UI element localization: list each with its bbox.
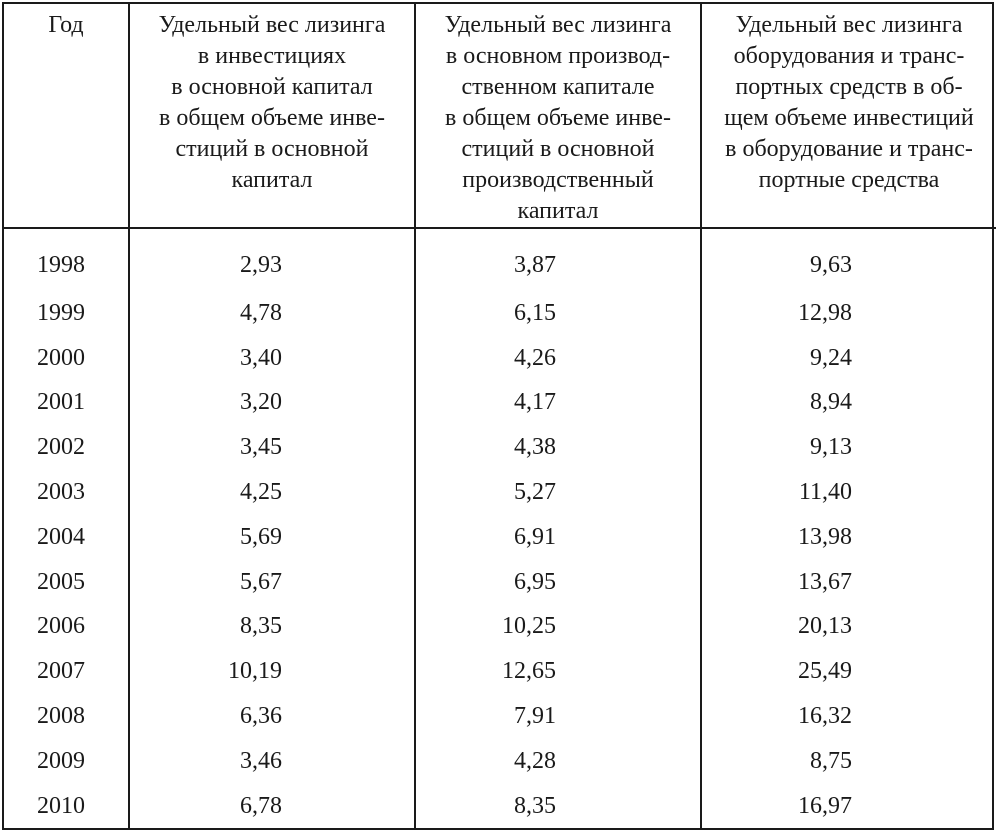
table-row [4,738,996,783]
cell-production-capital-share: 4,26 [415,335,701,380]
table-row [4,783,996,828]
cell-production-capital-share: 4,28 [415,738,701,783]
cell-fixed-capital-share: 4,78 [129,290,415,335]
cell-production-capital-share: 4,38 [415,425,701,470]
cell-production-capital-share: 7,91 [415,694,701,739]
table-row [4,425,996,470]
cell-year: 1999 [37,299,85,326]
table-body [4,228,996,828]
cell-production-capital-share: 8,35 [415,783,701,828]
cell-equipment-transport-share: 13,67 [701,559,996,604]
cell-fixed-capital-share: 10,19 [129,649,415,694]
data-table [4,4,996,828]
cell-fixed-capital-share: 2,93 [129,228,415,290]
table-row [4,514,996,559]
cell-production-capital-share: 12,65 [415,649,701,694]
cell-fixed-capital-share: 5,67 [129,559,415,604]
cell-fixed-capital-share: 3,45 [129,425,415,470]
cell-fixed-capital-share: 3,40 [129,335,415,380]
header-equipment-transport-share: Удельный вес лизинга оборудования и транс- портных средств в об- щем объеме инвестиций в оборудование и транс- портные средства [701,4,996,228]
cell-year: 2010 [37,792,85,819]
cell-year: 2007 [37,658,85,685]
cell-equipment-transport-share: 9,63 [701,228,996,290]
cell-year: 2005 [37,568,85,595]
cell-year: 2008 [37,702,85,729]
cell-year: 2004 [37,523,85,550]
header-production-capital-share: Удельный вес лизинга в основном производ- ственном капитале в общем объеме инве- стиций в основной производственный капитал [415,4,701,228]
cell-fixed-capital-share: 8,35 [129,604,415,649]
table-row [4,604,996,649]
cell-year: 1998 [37,251,85,278]
cell-equipment-transport-share: 12,98 [701,290,996,335]
cell-equipment-transport-share: 8,75 [701,738,996,783]
cell-equipment-transport-share: 25,49 [701,649,996,694]
table-row [4,649,996,694]
table-row [4,470,996,515]
cell-production-capital-share: 4,17 [415,380,701,425]
cell-equipment-transport-share: 9,24 [701,335,996,380]
cell-production-capital-share: 6,95 [415,559,701,604]
cell-fixed-capital-share: 3,46 [129,738,415,783]
cell-fixed-capital-share: 5,69 [129,514,415,559]
header-fixed-capital-share: Удельный вес лизинга в инвестициях в основной капитал в общем объеме инве- стиций в основной капитал [129,4,415,228]
table-row [4,559,996,604]
cell-year: 2002 [37,434,85,461]
cell-year: 2009 [37,747,85,774]
table-row [4,694,996,739]
table-row [4,228,996,290]
cell-production-capital-share: 10,25 [415,604,701,649]
cell-equipment-transport-share: 16,97 [701,783,996,828]
table-row [4,380,996,425]
leasing-share-table [2,2,994,830]
cell-year: 2000 [37,344,85,371]
cell-production-capital-share: 5,27 [415,470,701,515]
cell-production-capital-share: 6,91 [415,514,701,559]
cell-equipment-transport-share: 20,13 [701,604,996,649]
cell-production-capital-share: 6,15 [415,290,701,335]
header-year: Год [4,4,129,228]
cell-equipment-transport-share: 11,40 [701,470,996,515]
cell-fixed-capital-share: 4,25 [129,470,415,515]
cell-year: 2003 [37,478,85,505]
cell-equipment-transport-share: 8,94 [701,380,996,425]
cell-equipment-transport-share: 16,32 [701,694,996,739]
cell-fixed-capital-share: 3,20 [129,380,415,425]
table-row [4,290,996,335]
cell-equipment-transport-share: 9,13 [701,425,996,470]
cell-production-capital-share: 3,87 [415,228,701,290]
cell-fixed-capital-share: 6,36 [129,694,415,739]
cell-fixed-capital-share: 6,78 [129,783,415,828]
header-row [4,4,996,228]
table-header [4,4,996,228]
cell-year: 2001 [37,389,85,416]
cell-equipment-transport-share: 13,98 [701,514,996,559]
cell-year: 2006 [37,613,85,640]
table-row [4,335,996,380]
